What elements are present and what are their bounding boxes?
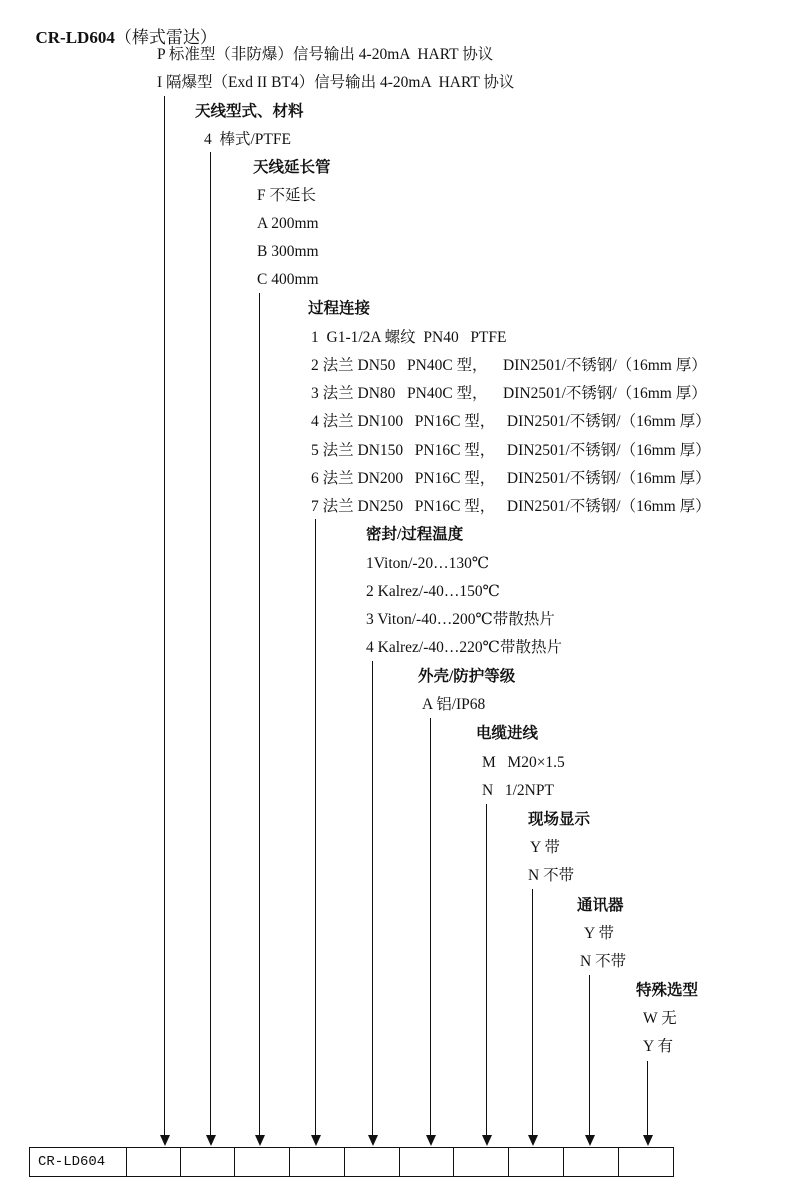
arrow-down-icon [311,1135,321,1146]
arrow-down-icon [255,1135,265,1146]
seal-option: 3 Viton/-40…200℃带散热片 [366,611,555,628]
code-cell [234,1147,290,1177]
extension-option: C 400mm [257,271,319,288]
model-code-box [29,1147,674,1177]
arrow-down-icon [426,1135,436,1146]
cable-option: N 1/2NPT [482,782,554,799]
seal-option: 1Viton/-20…130℃ [366,555,490,572]
special-option: W 无 [643,1010,677,1027]
housing-option: A 铝/IP68 [422,696,486,713]
arrow-down-icon [368,1135,378,1146]
seal-option: 2 Kalrez/-40…150℃ [366,583,500,600]
cable-heading: 电缆进线 [476,725,539,742]
display-option: N 不带 [528,867,575,884]
type-option-i: I 隔爆型（Exd II BT4）信号输出 4-20mA HART 协议 [157,74,515,91]
code-cell [399,1147,454,1177]
page-title [27,8,217,48]
arrow-down-icon [528,1135,538,1146]
process-option: 1 G1-1/2A 螺纹 PN40 PTFE [311,329,507,346]
seal-option: 4 Kalrez/-40…220℃带散热片 [366,639,562,656]
arrow-down-icon [643,1135,653,1146]
special-option: Y 有 [643,1038,673,1055]
code-cell [344,1147,400,1177]
code-cell [453,1147,509,1177]
code-cell [126,1147,181,1177]
model-code: CR-LD604 [35,28,115,47]
process-option: 7 法兰 DN250 PN16C 型， DIN2501/不锈钢/（16mm 厚） [311,498,711,515]
connector-line-comm [589,975,590,1136]
process-heading: 过程连接 [308,300,371,317]
model-description: （棒式雷达） [114,28,217,47]
process-option: 5 法兰 DN150 PN16C 型， DIN2501/不锈钢/（16mm 厚） [311,442,711,459]
connector-line-type [164,96,165,1136]
seal-heading: 密封/过程温度 [366,526,464,543]
connector-line-process [315,519,316,1136]
code-cell [618,1147,674,1177]
extension-heading: 天线延长管 [253,159,331,176]
connector-line-extension [259,293,260,1136]
process-option: 3 法兰 DN80 PN40C 型， DIN2501/不锈钢/（16mm 厚） [311,385,707,402]
process-option: 2 法兰 DN50 PN40C 型， DIN2501/不锈钢/（16mm 厚） [311,357,707,374]
code-cell [508,1147,564,1177]
cable-option: M M20×1.5 [482,754,565,771]
extension-option: B 300mm [257,243,319,260]
connector-line-seal [372,661,373,1136]
connector-line-antenna [210,152,211,1136]
connector-line-display [532,889,533,1136]
arrow-down-icon [206,1135,216,1146]
arrow-down-icon [585,1135,595,1146]
display-option: Y 带 [530,839,560,856]
arrow-down-icon [482,1135,492,1146]
comm-option: N 不带 [580,953,627,970]
comm-heading: 通讯器 [577,897,624,914]
code-prefix-cell: CR-LD604 [29,1147,127,1177]
display-heading: 现场显示 [528,811,591,828]
comm-option: Y 带 [584,925,614,942]
connector-line-cable [486,804,487,1136]
type-option-p: P 标准型（非防爆）信号输出 4-20mA HART 协议 [157,46,494,63]
code-cell [180,1147,235,1177]
code-cell [289,1147,345,1177]
connector-line-special [647,1061,648,1136]
arrow-down-icon [160,1135,170,1146]
process-option: 6 法兰 DN200 PN16C 型， DIN2501/不锈钢/（16mm 厚） [311,470,711,487]
antenna-heading: 天线型式、材料 [195,103,304,120]
extension-option: A 200mm [257,215,319,232]
housing-heading: 外壳/防护等级 [418,668,516,685]
antenna-option: 4 棒式/PTFE [204,131,291,148]
process-option: 4 法兰 DN100 PN16C 型， DIN2501/不锈钢/（16mm 厚） [311,413,711,430]
code-cell [563,1147,619,1177]
special-heading: 特殊选型 [636,982,699,999]
extension-option: F 不延长 [257,187,316,204]
connector-line-housing [430,718,431,1136]
